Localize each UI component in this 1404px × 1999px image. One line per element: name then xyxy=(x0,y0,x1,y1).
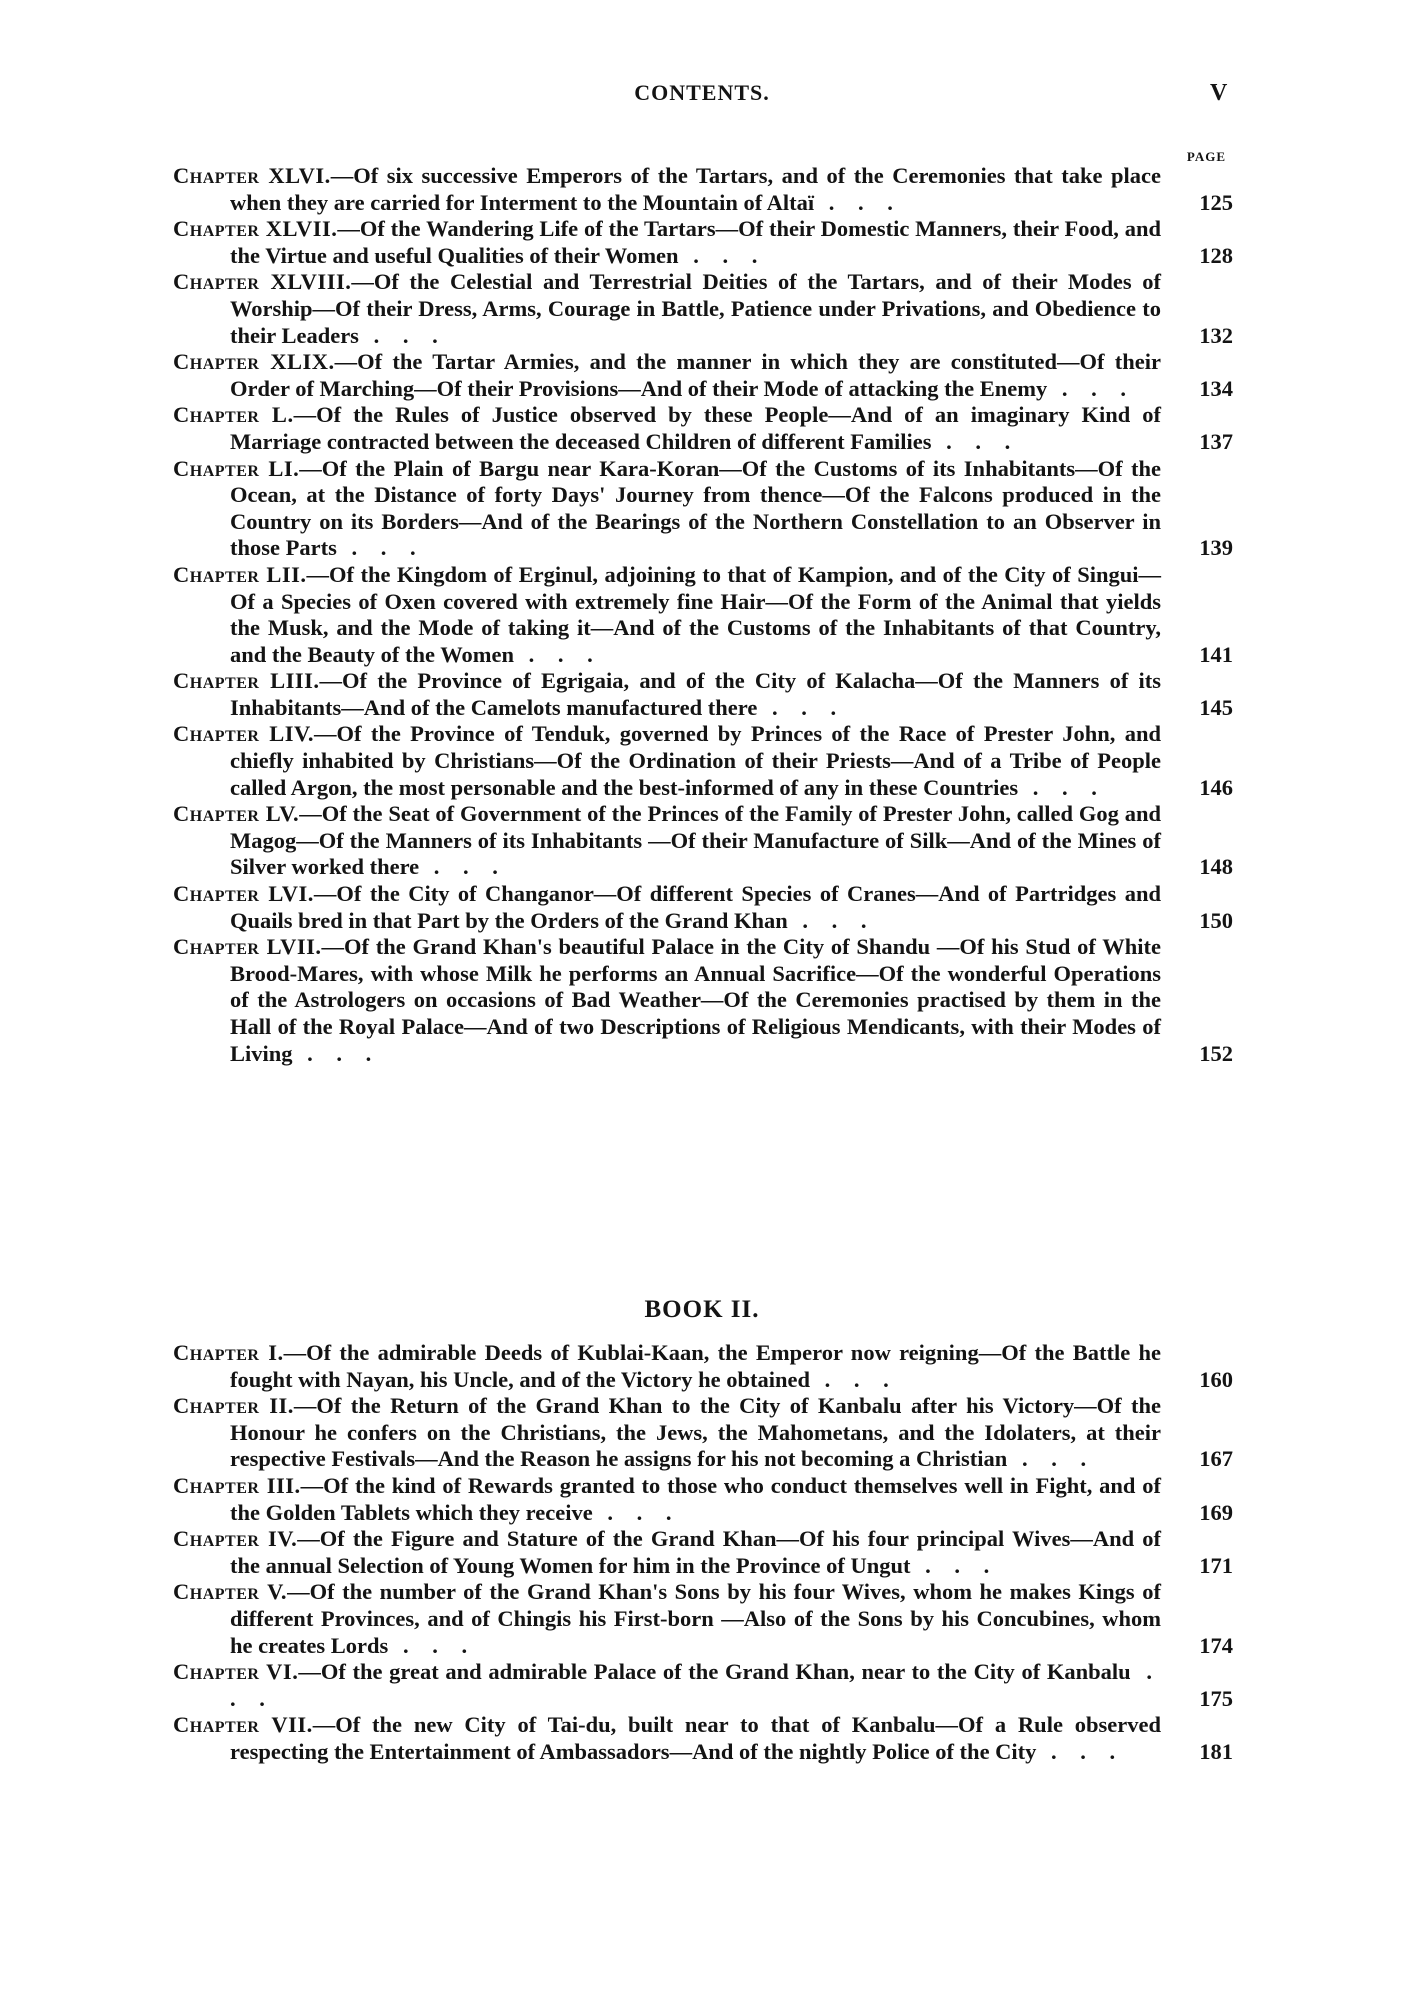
dot-leader: . . . xyxy=(757,694,846,720)
dot-leader: . . . xyxy=(230,1659,1161,1711)
toc-entry xyxy=(173,668,1233,721)
toc-entry xyxy=(173,1526,1233,1579)
page-number: 125 xyxy=(1199,189,1233,215)
page-number: 145 xyxy=(1199,694,1233,720)
toc-entry xyxy=(173,1712,1233,1765)
toc-entry xyxy=(173,349,1233,402)
page-number: 152 xyxy=(1199,1040,1233,1066)
chapter-description: —Of the new City of Tai-du, built near to that of Kanbalu—Of a Rule observed respecting the Entertainment of Ambassadors—And of the nightly Police of the City xyxy=(230,1712,1161,1764)
chapter-description: —Of the number of the Grand Khan's Sons by his four Wives, whom he makes Kings of different Provinces, and of Chingis his First-born —Also of the Sons by his Concubines, whom he creates Lords xyxy=(230,1579,1161,1658)
chapter-number: Chapter IV. xyxy=(173,1526,298,1552)
page-number: 160 xyxy=(1199,1366,1233,1392)
chapter-number: Chapter III. xyxy=(173,1472,301,1498)
toc-entry xyxy=(173,269,1233,349)
dot-leader: . . . xyxy=(1007,1446,1096,1472)
chapter-description: —Of six successive Emperors of the Tartars, and of the Ceremonies that take place when they are carried for Interment to the Mountain of Altaï xyxy=(230,163,1161,215)
chapter-description: —Of the Rules of Justice observed by these People—And of an imaginary Kind of Marriage contracted between the deceased Children of different Families xyxy=(230,402,1161,454)
chapter-description: —Of the admirable Deeds of Kublai-Kaan, the Emperor now reigning—Of the Battle he fought with Nayan, his Uncle, and of the Victory he obtained xyxy=(230,1340,1161,1392)
dot-leader: . . . xyxy=(388,1632,477,1658)
chapter-description: —Of the Province of Egrigaia, and of the City of Kalacha—Of the Manners of its Inhabitants—And of the Camelots manufactured there xyxy=(230,668,1161,720)
page-number: 169 xyxy=(1199,1499,1233,1525)
page-number: 148 xyxy=(1199,854,1233,880)
dot-leader: . . . xyxy=(910,1552,999,1578)
chapter-description: —Of the Wandering Life of the Tartars—Of their Domestic Manners, their Food, and the Virtue and useful Qualities of their Women xyxy=(230,216,1161,268)
chapter-number: Chapter L. xyxy=(173,402,294,428)
page-number: 174 xyxy=(1199,1632,1233,1658)
chapter-number: Chapter II. xyxy=(173,1393,294,1419)
chapter-number: Chapter LIV. xyxy=(173,721,314,747)
chapter-number: Chapter XLVII. xyxy=(173,216,338,242)
toc-entry xyxy=(173,216,1233,269)
chapter-number: Chapter LII. xyxy=(173,561,307,587)
toc-entry xyxy=(173,881,1233,934)
page-number: 132 xyxy=(1199,322,1233,348)
toc-entry xyxy=(173,1473,1233,1526)
chapter-number: Chapter LIII. xyxy=(173,668,320,694)
chapter-description: —Of the Celestial and Terrestrial Deities of the Tartars, and of their Modes of Worship—Of their Dress, Arms, Courage in Battle, Patience under Privations, and Obedience to their Leaders xyxy=(230,269,1161,348)
book-heading: BOOK II. xyxy=(644,1296,760,1323)
toc-entry xyxy=(173,562,1233,668)
dot-leader: . . . xyxy=(931,428,1020,454)
toc-entry xyxy=(173,456,1233,562)
toc-entry xyxy=(173,934,1233,1067)
dot-leader: . . . xyxy=(419,854,507,880)
toc-entry xyxy=(173,1393,1233,1473)
toc-entry xyxy=(173,1579,1233,1659)
dot-leader: . . . xyxy=(592,1499,681,1525)
dot-leader: . . . xyxy=(1018,774,1106,800)
chapter-number: Chapter LVII. xyxy=(173,934,322,960)
page-column-label: PAGE xyxy=(1186,149,1226,164)
chapter-number: Chapter XLVI. xyxy=(173,163,331,188)
chapter-number: Chapter I. xyxy=(173,1340,284,1365)
dot-leader: . . . xyxy=(810,1366,898,1392)
dot-leader: . . . xyxy=(678,242,767,268)
chapter-description: —Of the Figure and Stature of the Grand Khan—Of his four principal Wives—And of the annual Selection of Young Women for him in the Province of Ungut xyxy=(230,1526,1161,1578)
page-number: 137 xyxy=(1199,428,1233,454)
chapter-number: Chapter V. xyxy=(173,1579,288,1605)
chapter-number: Chapter XLIX. xyxy=(173,349,335,375)
page-number: 134 xyxy=(1199,375,1233,401)
contents-list-book-1 xyxy=(173,163,1233,1067)
toc-entry xyxy=(173,1659,1233,1712)
chapter-number: Chapter VII. xyxy=(173,1712,313,1738)
page-title: CONTENTS. xyxy=(634,80,770,105)
dot-leader: . . . xyxy=(787,907,876,933)
chapter-description: —Of the Province of Tenduk, governed by Princes of the Race of Prester John, and chiefly inhabited by Christians—Of the Ordination of their Priests—And of a Tribe of People called Argon, the most personable and the best-informed of any in these Countries xyxy=(230,721,1161,800)
chapter-description: —Of the Seat of Government of the Princes of the Family of Prester John, called Gog and Magog—Of the Manners of its Inhabitants —Of their Manufacture of Silk—And of the Mines of Silver worked there xyxy=(230,801,1162,880)
contents-list-book-2 xyxy=(173,1340,1233,1766)
page-number: 175 xyxy=(1199,1685,1233,1711)
dot-leader: . . . xyxy=(1047,375,1136,401)
chapter-number: Chapter LI. xyxy=(173,455,300,481)
dot-leader: . . . xyxy=(336,535,425,561)
chapter-description: —Of the Kingdom of Erginul, adjoining to that of Kampion, and of the City of Singui—Of a Species of Oxen covered with extremely fine Hair—Of the Form of the Animal that yields the Musk, and the Mode of taking it—And of the Customs of the Inhabitants of that Country, and the Beauty of the Women xyxy=(230,561,1161,667)
page-number: 181 xyxy=(1199,1738,1233,1764)
toc-entry xyxy=(173,402,1233,455)
chapter-description: —Of the Tartar Armies, and the manner in which they are constituted—Of their Order of Marching—Of their Provisions—And of their Mode of attacking the Enemy xyxy=(230,349,1161,401)
chapter-number: Chapter LV. xyxy=(173,801,300,827)
chapter-number: Chapter VI. xyxy=(173,1659,299,1685)
dot-leader: . . . xyxy=(814,189,902,215)
page-number: 150 xyxy=(1199,907,1233,933)
page-number: 167 xyxy=(1199,1446,1233,1472)
toc-entry xyxy=(173,1340,1233,1393)
chapter-number: Chapter XLVIII. xyxy=(173,269,352,295)
dot-leader: . . . xyxy=(513,641,602,667)
chapter-description: —Of the Plain of Bargu near Kara-Koran—Of the Customs of its Inhabitants—Of the Ocean, at the Distance of forty Days' Journey from thence—Of the Falcons produced in the Country on its Borders—And of the Bearings of the Northern Constellation to an Observer in those Parts xyxy=(230,455,1162,561)
chapter-description: —Of the Return of the Grand Khan to the City of Kanbalu after his Victory—Of the Honour he confers on the Christians, the Jews, the Mahometans, and the Idolaters, at their respective Festivals—And the Reason he assigns for his not becoming a Christian xyxy=(230,1393,1161,1472)
page-number: 146 xyxy=(1199,774,1233,800)
running-head xyxy=(0,78,1404,108)
toc-entry xyxy=(173,163,1233,216)
page-number: 128 xyxy=(1199,242,1233,268)
folio-numeral: V xyxy=(1210,80,1228,106)
chapter-description: —Of the City of Changanor—Of different Species of Cranes—And of Partridges and Quails bred in that Part by the Orders of the Grand Khan xyxy=(230,881,1161,933)
dot-leader: . . . xyxy=(292,1040,381,1066)
dot-leader: . . . xyxy=(358,322,447,348)
chapter-number: Chapter LVI. xyxy=(173,881,314,907)
chapter-description: —Of the Grand Khan's beautiful Palace in the City of Shandu —Of his Stud of White Brood-Mares, with whose Milk he performs an Annual Sacrifice—Of the wonderful Operations of the Astrologers on occasions of Bad Weather—Of the Ceremonies practised by them in the Hall of the Royal Palace—And of two Descriptions of Religious Mendicants, with their Modes of Living xyxy=(230,934,1162,1066)
dot-leader: . . . xyxy=(1036,1738,1125,1764)
page-number: 139 xyxy=(1199,535,1233,561)
chapter-description: —Of the great and admirable Palace of the Grand Khan, near to the City of Kanbalu xyxy=(298,1659,1131,1685)
page-number: 141 xyxy=(1199,641,1233,667)
chapter-description: —Of the kind of Rewards granted to those who conduct themselves well in Fight, and of the Golden Tablets which they receive xyxy=(230,1472,1161,1525)
toc-entry xyxy=(173,801,1233,881)
page-number: 171 xyxy=(1199,1552,1233,1578)
toc-entry xyxy=(173,721,1233,801)
